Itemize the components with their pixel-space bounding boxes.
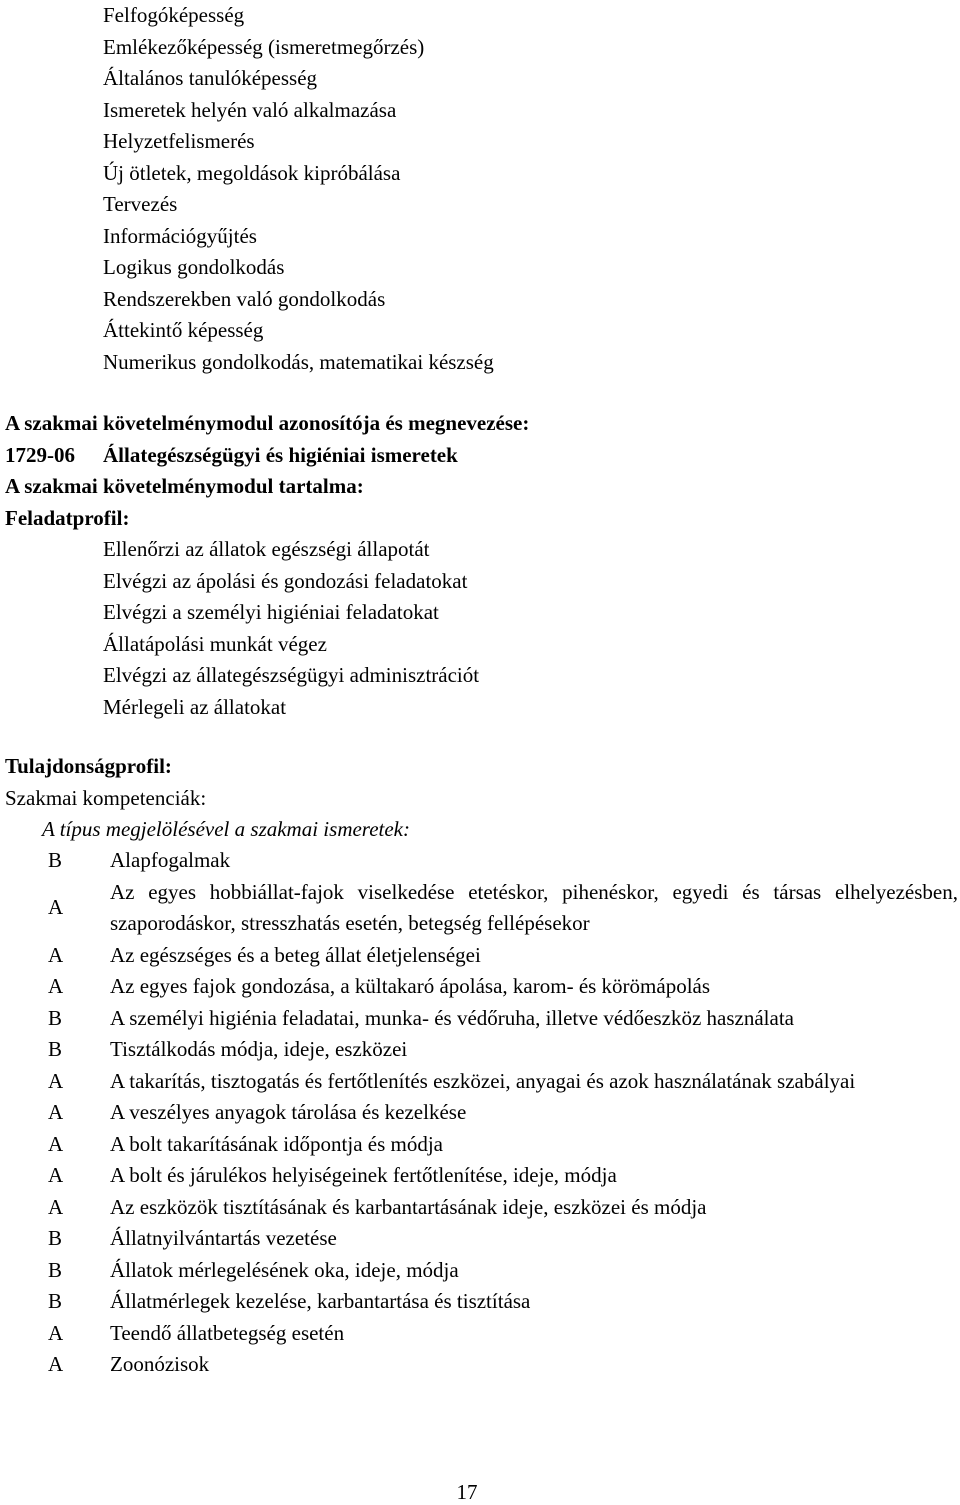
level-cell: B xyxy=(48,1037,63,1061)
competence-text: Az eszközök tisztításának és karbantartásának ideje, eszközei és módja xyxy=(110,1194,707,1219)
table-row xyxy=(40,877,958,940)
level-cell: A xyxy=(48,1068,64,1093)
competence-text: A takarítás, tisztogatás és fertőtlenítés eszközei, anyagai és azok használatának szabályai xyxy=(110,1068,856,1093)
task-item: Mérlegeli az állatokat xyxy=(103,694,287,719)
task-item: Ellenőrzi az állatok egészségi állapotát xyxy=(103,537,430,561)
ability-item: Információgyűjtés xyxy=(103,223,257,248)
competence-text: A személyi higiénia feladatai, munka- és védőruha, illetve védőeszköz használata xyxy=(110,1005,794,1030)
profile-heading: Tulajdonságprofil: xyxy=(5,754,172,778)
ability-item: Helyzetfelismerés xyxy=(103,129,255,153)
competence-text: A bolt és járulékos helyiségeinek fertőtlenítése, ideje, módja xyxy=(110,1163,617,1187)
ability-item: Tervezés xyxy=(103,192,178,216)
ability-item: Logikus gondolkodás xyxy=(103,255,285,279)
competence-text: Állatmérlegek kezelése, karbantartása és tisztítása xyxy=(110,1289,531,1313)
table-row xyxy=(40,1255,958,1287)
ability-item: Ismeretek helyén való alkalmazása xyxy=(103,97,397,122)
table-row xyxy=(40,1160,958,1192)
competence-text: Az egyes fajok gondozása, a kültakaró ápolása, karom- és körömápolás xyxy=(110,974,711,998)
level-cell: B xyxy=(48,1226,63,1250)
level-cell: A xyxy=(48,1131,64,1156)
ability-item: Numerikus gondolkodás, matematikai készség xyxy=(103,349,494,374)
ability-item: Rendszerekben való gondolkodás xyxy=(103,286,386,311)
table-row xyxy=(40,1129,958,1161)
level-cell: A xyxy=(48,942,64,967)
table-row xyxy=(40,1223,958,1255)
competence-text: Alapfogalmak xyxy=(110,848,231,872)
table-row xyxy=(40,1349,958,1381)
competence-text: Zoonózisok xyxy=(110,1352,210,1376)
level-cell: A xyxy=(48,895,64,920)
table-row xyxy=(40,1066,958,1098)
module-id-heading: A szakmai követelménymodul azonosítója és megnevezése: xyxy=(5,411,530,435)
level-cell: B xyxy=(48,848,63,872)
module-code: 1729-06 xyxy=(5,442,75,467)
ability-item: Emlékezőképesség (ismeretmegőrzés) xyxy=(103,34,425,59)
ability-item: Új ötletek, megoldások kipróbálása xyxy=(103,160,401,185)
table-row xyxy=(40,1097,958,1129)
competence-text: A bolt takarításának időpontja és módja xyxy=(110,1131,444,1156)
profile-section xyxy=(5,751,955,846)
level-cell: A xyxy=(48,974,64,998)
competence-text: Állatok mérlegelésének oka, ideje, módja xyxy=(110,1257,459,1282)
ability-item: Áttekintő képesség xyxy=(103,318,264,342)
task-item: Állatápolási munkát végez xyxy=(103,631,327,656)
competence-text: A veszélyes anyagok tárolása és kezelkése xyxy=(110,1100,467,1124)
ability-item: Általános tanulóképesség xyxy=(103,66,318,90)
level-cell: A xyxy=(48,1100,64,1124)
table-row xyxy=(40,1192,958,1224)
level-cell: A xyxy=(48,1352,64,1376)
competence-text: Tisztálkodás módja, ideje, eszközei xyxy=(110,1037,408,1061)
task-profile-heading: Feladatprofil: xyxy=(5,505,130,530)
table-row xyxy=(40,1318,958,1350)
table-row xyxy=(40,940,958,972)
task-list xyxy=(5,534,955,723)
task-item: Elvégzi az állategészségügyi adminisztrációt xyxy=(103,663,480,687)
competence-text: Az egészséges és a beteg állat életjelenségei xyxy=(110,942,481,967)
task-item: Elvégzi a személyi higiéniai feladatokat xyxy=(103,600,439,624)
table-row xyxy=(40,845,958,877)
table-row xyxy=(40,1286,958,1318)
level-cell: B xyxy=(48,1257,63,1282)
module-section xyxy=(5,408,955,723)
ability-item: Felfogóképesség xyxy=(103,3,245,27)
level-cell: B xyxy=(48,1005,63,1030)
level-cell: A xyxy=(48,1194,64,1219)
task-item: Elvégzi az ápolási és gondozási feladatokat xyxy=(103,568,468,593)
page-number: 17 xyxy=(456,1480,478,1504)
competence-text: Állatnyilvántartás vezetése xyxy=(110,1226,337,1250)
module-content-heading: A szakmai követelménymodul tartalma: xyxy=(5,474,364,498)
module-name: Állategészségügyi és higiéniai ismeretek xyxy=(103,442,458,467)
table-row xyxy=(40,1034,958,1066)
table-row xyxy=(40,971,958,1003)
profile-subheading: Szakmai kompetenciák: xyxy=(5,785,207,810)
abilities-list xyxy=(103,0,943,378)
competence-table xyxy=(40,845,958,1381)
level-cell: A xyxy=(48,1163,64,1187)
table-row xyxy=(40,1003,958,1035)
level-cell: B xyxy=(48,1289,63,1313)
type-note: A típus megjelölésével a szakmai ismeretek: xyxy=(42,817,410,841)
competence-text: Az egyes hobbiállat-fajok viselkedése etetéskor, pihenéskor, egyedi és társas elhelyezésben, szaporodáskor, stresszhatás esetén, betegség fellépésekor xyxy=(110,879,958,935)
level-cell: A xyxy=(48,1320,64,1345)
module-code-row xyxy=(5,440,955,472)
competence-text: Teendő állatbetegség esetén xyxy=(110,1320,345,1345)
